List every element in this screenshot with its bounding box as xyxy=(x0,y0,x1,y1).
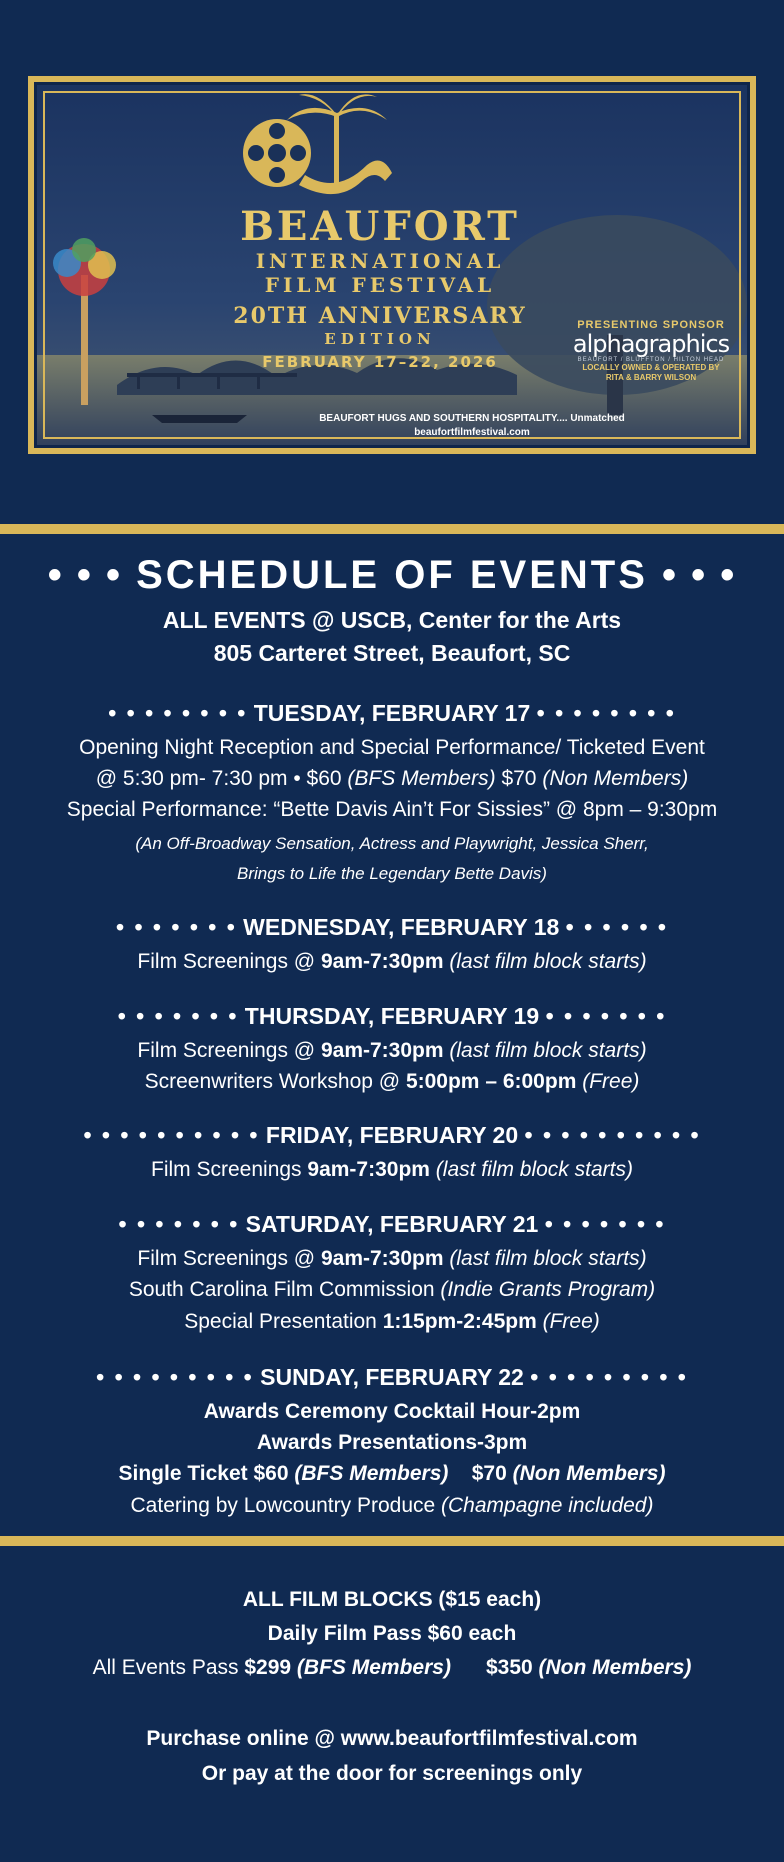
sun-line-3 xyxy=(0,1462,784,1486)
banner-edition: EDITION xyxy=(324,330,436,348)
banner-tagline-block xyxy=(307,412,637,440)
passes-line-1: ALL FILM BLOCKS ($15 each) xyxy=(242,1588,542,1611)
fri-label: Film Screenings xyxy=(151,1158,308,1181)
thu-line-2 xyxy=(0,1070,784,1094)
tue-line-2-time: @ 5:30 pm- 7:30 pm • $60 xyxy=(95,767,348,790)
thu-label: Film Screenings @ xyxy=(137,1039,321,1062)
wed-time: 9am-7:30pm xyxy=(320,950,444,973)
venue-line-1: ALL EVENTS @ USCB, Center for the Arts xyxy=(162,607,622,633)
day-title: SUNDAY, FEBRUARY 22 xyxy=(260,1364,524,1390)
wed-line-1 xyxy=(0,950,784,974)
fri-note: (last film block starts) xyxy=(429,1158,633,1181)
venue-line-2: 805 Carteret Street, Beaufort, SC xyxy=(213,640,571,666)
day-title: THURSDAY, FEBRUARY 19 xyxy=(244,1003,540,1029)
day-title: FRIDAY, FEBRUARY 20 xyxy=(265,1122,519,1148)
sat-time: 9am-7:30pm xyxy=(320,1247,444,1270)
wed-note: (last film block starts) xyxy=(443,950,647,973)
dots-left: • • • • • • • xyxy=(116,914,237,940)
sat-note: (last film block starts) xyxy=(443,1247,647,1270)
all-events-price-nonmembers: $350 xyxy=(450,1656,539,1679)
purchase-online-link[interactable]: Purchase online @ www.beaufortfilmfestival.com xyxy=(146,1727,638,1750)
sat-line-1 xyxy=(0,1247,784,1271)
sun-catering: Catering by Lowcountry Produce xyxy=(130,1494,442,1517)
passes-line-2: Daily Film Pass $60 each xyxy=(267,1622,517,1645)
sun-price: $70 xyxy=(448,1462,513,1485)
tue-line-2-nonmembers: (Non Members) xyxy=(542,767,689,790)
sat-commission-note: (Indie Grants Program) xyxy=(440,1278,656,1301)
title-dots-left: • • • xyxy=(47,553,122,597)
sponsor-logo: alphagraphics xyxy=(572,330,730,358)
dots-right: • • • • • • • • • xyxy=(530,1364,688,1390)
sun-line-1: Awards Ceremony Cocktail Hour-2pm xyxy=(203,1400,581,1423)
purchase-door-note: Or pay at the door for screenings only xyxy=(201,1762,583,1785)
thu-line-1 xyxy=(0,1039,784,1063)
sponsor-block xyxy=(551,319,750,383)
day-heading-thursday xyxy=(0,1003,784,1030)
sun-line-4 xyxy=(0,1494,784,1518)
sponsor-label: PRESENTING SPONSOR xyxy=(577,319,725,331)
dots-left: • • • • • • • • • • xyxy=(83,1122,260,1148)
sun-catering-note: (Champagne included) xyxy=(441,1494,654,1517)
day-title: WEDNESDAY, FEBRUARY 18 xyxy=(243,914,560,940)
festival-banner xyxy=(28,76,756,454)
tue-line-1: Opening Night Reception and Special Performance/ Ticketed Event xyxy=(79,736,705,759)
banner-anniversary: 20TH ANNIVERSARY xyxy=(233,303,527,329)
sun-nonmembers: (Non Members) xyxy=(512,1462,666,1485)
sat-line-3 xyxy=(0,1310,784,1334)
all-events-label: All Events Pass xyxy=(92,1656,245,1679)
dots-right: • • • • • • • • • • xyxy=(524,1122,701,1148)
passes-line-3 xyxy=(0,1656,784,1680)
all-events-price-members: $299 xyxy=(244,1656,297,1679)
sat-presentation-note: (Free) xyxy=(536,1310,600,1333)
banner-tagline: BEAUFORT HUGS AND SOUTHERN HOSPITALITY.... Unmatched xyxy=(319,413,625,424)
fri-time: 9am-7:30pm xyxy=(307,1158,430,1181)
title-dots-right: • • • xyxy=(662,553,737,597)
dots-right: • • • • • • xyxy=(565,914,668,940)
banner-website: beaufortfilmfestival.com xyxy=(414,427,530,438)
gold-divider-bottom xyxy=(0,1536,784,1546)
sun-line-2: Awards Presentations-3pm xyxy=(256,1431,528,1454)
sponsor-locations: BEAUFORT / BLUFFTON / HILTON HEAD xyxy=(577,357,725,363)
tue-line-2-price: $70 xyxy=(495,767,543,790)
dots-left: • • • • • • • xyxy=(117,1003,239,1029)
dots-left: • • • • • • • xyxy=(118,1211,240,1237)
day-heading-wednesday xyxy=(0,914,784,941)
all-events-members: (BFS Members) xyxy=(296,1656,451,1679)
thu-note: (last film block starts) xyxy=(443,1039,647,1062)
sponsor-owned-2: RITA & BARRY WILSON xyxy=(605,373,697,382)
day-title: TUESDAY, FEBRUARY 17 xyxy=(253,700,531,726)
banner-subtitle-film-festival: FILM FESTIVAL xyxy=(264,273,496,297)
sat-presentation-time: 1:15pm-2:45pm xyxy=(382,1310,537,1333)
schedule-title-row xyxy=(0,553,784,598)
dots-right: • • • • • • • • xyxy=(536,700,676,726)
gold-divider-top xyxy=(0,524,784,534)
sponsor-owned-1: LOCALLY OWNED & OPERATED BY xyxy=(582,363,720,372)
thu-workshop-time: 5:00pm – 6:00pm xyxy=(405,1070,577,1093)
tue-line-2 xyxy=(0,767,784,791)
tue-line-3: Special Performance: “Bette Davis Ain’t For Sissies” @ 8pm – 9:30pm xyxy=(66,798,718,821)
sun-members: (BFS Members) xyxy=(294,1462,449,1485)
tue-line-5: Brings to Life the Legendary Bette Davis) xyxy=(237,864,547,883)
banner-title: BEAUFORT xyxy=(240,203,520,250)
thu-time: 9am-7:30pm xyxy=(320,1039,444,1062)
dots-right: • • • • • • • xyxy=(545,1003,667,1029)
dots-left: • • • • • • • • xyxy=(108,700,248,726)
day-heading-sunday xyxy=(0,1364,784,1391)
day-heading-friday xyxy=(0,1122,784,1149)
sat-presentation: Special Presentation xyxy=(184,1310,383,1333)
tue-line-4: (An Off-Broadway Sensation, Actress and Playwright, Jessica Sherr, xyxy=(135,834,649,853)
dots-left: • • • • • • • • • xyxy=(96,1364,254,1390)
banner-subtitle-international: INTERNATIONAL xyxy=(255,249,505,273)
all-events-nonmembers: (Non Members) xyxy=(538,1656,692,1679)
day-heading-tuesday xyxy=(0,700,784,727)
sun-ticket: Single Ticket $60 xyxy=(118,1462,295,1485)
sat-line-2 xyxy=(0,1278,784,1302)
tue-line-2-members: (BFS Members) xyxy=(347,767,496,790)
sat-label: Film Screenings @ xyxy=(137,1247,321,1270)
thu-workshop-label: Screenwriters Workshop @ xyxy=(144,1070,406,1093)
banner-artwork xyxy=(34,82,750,448)
day-heading-saturday xyxy=(0,1211,784,1238)
day-title: SATURDAY, FEBRUARY 21 xyxy=(245,1211,539,1237)
banner-dates: FEBRUARY 17–22, 2026 xyxy=(262,353,498,371)
sat-commission: South Carolina Film Commission xyxy=(128,1278,441,1301)
dots-right: • • • • • • • xyxy=(544,1211,666,1237)
wed-label: Film Screenings @ xyxy=(137,950,321,973)
fri-line-1 xyxy=(0,1158,784,1182)
thu-workshop-note: (Free) xyxy=(576,1070,640,1093)
schedule-title: SCHEDULE OF EVENTS xyxy=(136,553,648,597)
